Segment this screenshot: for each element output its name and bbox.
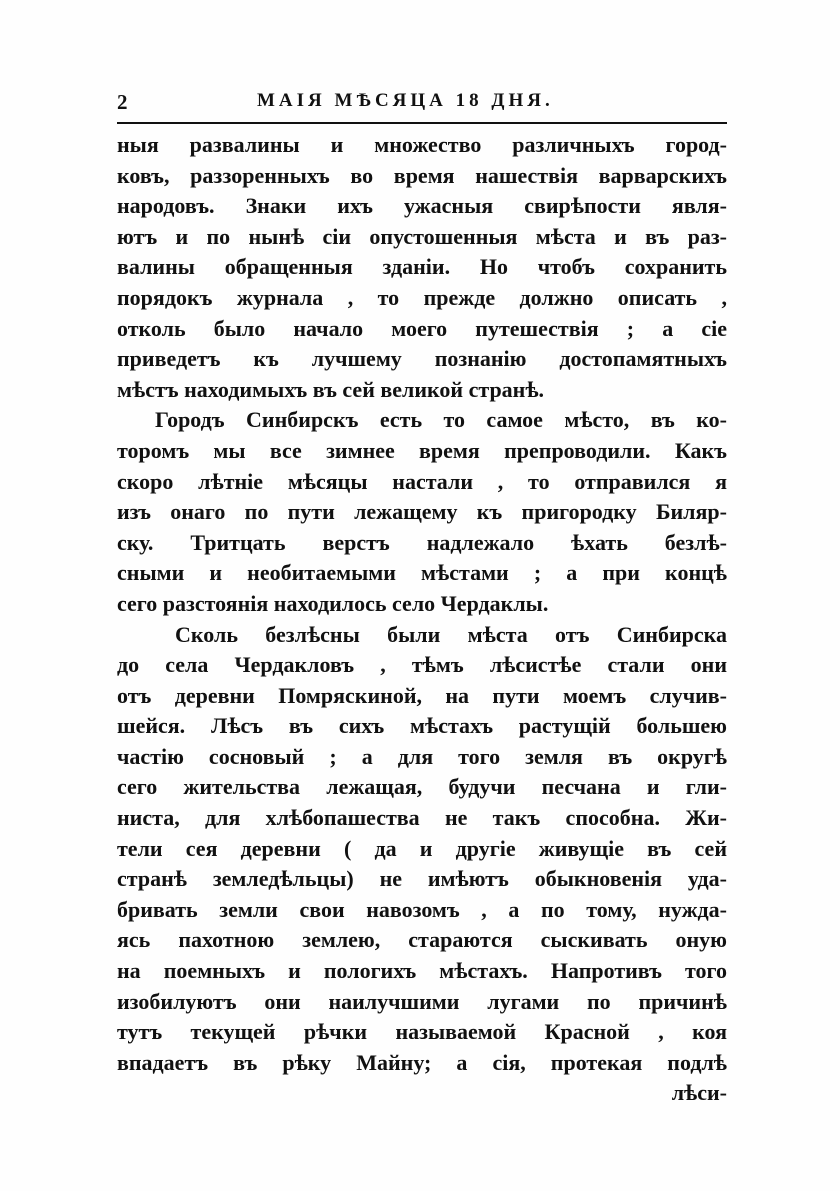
text-line: отколь было начало моего путешествія ; а сіе [117,315,727,341]
text-line: народовъ. Знаки ихъ ужасныя свирѣпости явля- [117,193,727,219]
text-line: сего разстоянія находилось село Чердаклы. [117,590,549,616]
text-line: изобилуютъ они наилучшими лугами по причинѣ [117,988,727,1014]
text-line: ску. Тритцать верстъ надлежало ѣхать безлѣ- [117,529,727,555]
text-line: ныя развалины и множество различныхъ город- [117,132,727,157]
text-line: скоро лѣтніе мѣсяцы настали , то отправился я [117,468,727,494]
text-line: ковъ, раззоренныхъ во время нашествія варварскихъ [117,162,727,188]
text-line: отъ деревни Помряскиной, на пути моемъ случив- [117,682,727,708]
text-line: порядокъ журнала , то прежде должно описать , [117,284,727,310]
text-line: бривать земли свои навозомъ , а по тому, нужда- [117,896,727,922]
running-head: МАІЯ МѢСЯЦА 18 ДНЯ. [257,90,554,111]
body-text [117,130,727,1109]
text-line: тели сея деревни ( да и другіе живущіе въ сей [117,835,727,861]
text-line: ясь пахотною землею, стараются сыскивать оную [117,927,727,953]
text-line: впадаетъ въ рѣку Майну; а сія, протекая подлѣ [117,1049,727,1075]
text-line: сего жительства лежащая, будучи песчана и гли- [117,774,727,800]
text-line: шейся. Лѣсъ въ сихъ мѣстахъ растущій большею [117,713,727,739]
text-line: Сколь безлѣсны были мѣста отъ Синбирска [175,621,727,647]
catchword: лѣси- [671,1080,727,1106]
text-line: странѣ земледѣльцы) не имѣютъ обыкновенія уда- [117,866,727,892]
text-line: тутъ текущей рѣчки называемой Красной , коя [117,1019,727,1045]
text-line: торомъ мы все зимнее время препроводили. Какъ [117,437,727,463]
text-line: частію сосновый ; а для того земля въ округѣ [117,743,727,769]
text-line: на поемныхъ и пологихъ мѣстахъ. Напротивъ того [117,958,727,984]
text-line: ниста, для хлѣбопашества не такъ способна. Жи- [117,805,727,831]
page-number: 2 [117,90,128,114]
text-line: Городъ Синбирскъ есть то самое мѣсто, въ ко- [155,407,727,433]
text-line: изъ онаго по пути лежащему къ пригородку Биляр- [117,499,727,525]
text-line: до села Чердакловъ , тѣмъ лѣсистѣе стали они [117,652,727,678]
header-rule [117,122,727,124]
text-line: приведетъ къ лучшему познанію достопамятныхъ [117,346,727,372]
page-header [117,90,727,120]
text-line: валины обращенныя зданіи. Но чтобъ сохранить [117,254,727,280]
text-line: ютъ и по нынѣ сіи опустошенныя мѣста и въ раз- [117,223,727,249]
text-line: сными и необитаемыми мѣстами ; а при концѣ [117,560,727,586]
text-line: мѣстъ находимыхъ въ сей великой странѣ. [117,376,545,402]
